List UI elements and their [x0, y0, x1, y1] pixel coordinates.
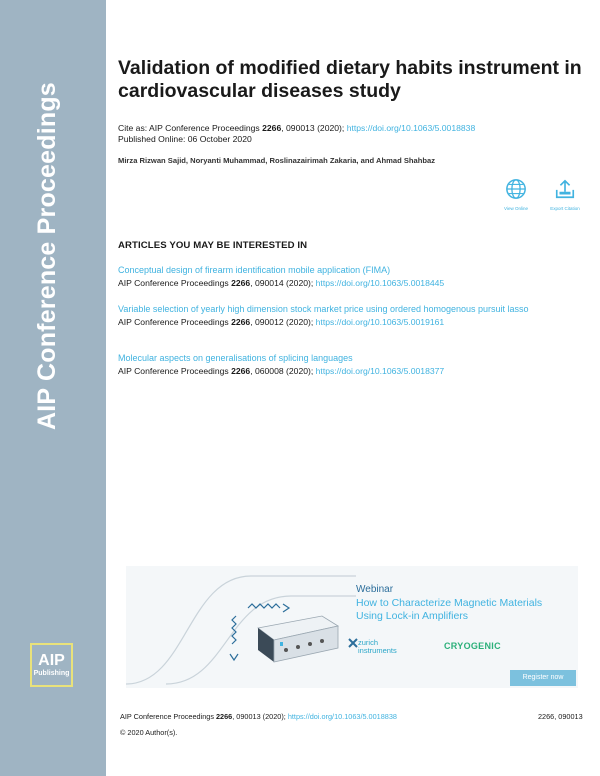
articles-heading: ARTICLES YOU MAY BE INTERESTED IN	[118, 240, 308, 251]
volume: 2266	[231, 366, 251, 376]
related-article	[118, 352, 578, 378]
footer-ref: , 090013 (2020);	[232, 712, 288, 721]
cite-doi-link[interactable]: https://doi.org/10.1063/5.0018838	[346, 123, 476, 133]
ad-illustration	[126, 566, 356, 688]
view-online-label: View Online	[504, 206, 528, 211]
related-article-title-link[interactable]: Conceptual design of firearm identification mobile application (FIMA)	[118, 265, 391, 275]
aip-publishing-logo[interactable]	[30, 643, 73, 687]
logo-text: AIP	[38, 651, 65, 669]
doi-link[interactable]: https://doi.org/10.1063/5.0019161	[315, 317, 445, 327]
ref: , 090012 (2020);	[250, 317, 316, 327]
zurich-logo-icon	[348, 638, 358, 648]
cite-prefix: Cite as: AIP Conference Proceedings	[118, 123, 263, 133]
ref: , 060008 (2020);	[250, 366, 316, 376]
doi-link[interactable]: https://doi.org/10.1063/5.0018445	[315, 278, 445, 288]
cite-suffix: , 090013 (2020);	[281, 123, 347, 133]
footer-doi-link[interactable]: https://doi.org/10.1063/5.0018838	[287, 712, 397, 721]
related-article-citation	[118, 277, 578, 290]
related-article-citation	[118, 316, 578, 329]
copyright: © 2020 Author(s).	[120, 728, 178, 737]
cryogenic-logo: CRYOGENIC	[444, 641, 501, 651]
published-date: Published Online: 06 October 2020	[118, 134, 252, 144]
webinar-label: Webinar	[356, 584, 394, 595]
footer-citation	[120, 712, 397, 722]
footer-page-id: 2266, 090013	[538, 712, 583, 721]
article-title: Validation of modified dietary habits instrument in cardiovascular diseases study	[118, 57, 582, 102]
journal: AIP Conference Proceedings	[118, 317, 232, 327]
export-icon	[554, 178, 576, 200]
ref: , 090014 (2020);	[250, 278, 316, 288]
volume: 2266	[231, 317, 251, 327]
journal: AIP Conference Proceedings	[118, 278, 232, 288]
authors: Mirza Rizwan Sajid, Noryanti Muhammad, Roslinazairimah Zakaria, and Ahmad Shahbaz	[118, 156, 436, 165]
related-article	[118, 303, 578, 329]
journal-name: AIP Conference Proceedings	[33, 82, 61, 430]
related-article-title-link[interactable]: Variable selection of yearly high dimension stock market price using ordered homogenous pursuit lasso	[118, 304, 529, 314]
footer-journal: AIP Conference Proceedings	[120, 712, 216, 721]
journal: AIP Conference Proceedings	[118, 366, 232, 376]
export-citation-label: Export Citation	[550, 206, 580, 211]
volume: 2266	[231, 278, 251, 288]
register-now-button[interactable]: Register now	[510, 670, 576, 686]
zurich-instruments-logo: zurich instruments	[358, 638, 397, 655]
webinar-title: How to Characterize Magnetic Materials Using Lock-in Amplifiers	[356, 597, 543, 622]
cite-volume: 2266	[262, 123, 282, 133]
citation	[118, 123, 475, 134]
logo-subtext: Publishing	[33, 669, 70, 677]
export-citation-button[interactable]	[545, 178, 585, 211]
webinar-ad-banner[interactable]	[126, 566, 578, 688]
related-article	[118, 264, 578, 290]
related-article-citation	[118, 365, 578, 378]
sidebar	[0, 0, 106, 776]
doi-link[interactable]: https://doi.org/10.1063/5.0018377	[315, 366, 445, 376]
globe-icon	[505, 178, 527, 200]
view-online-button[interactable]	[496, 178, 536, 211]
related-article-title-link[interactable]: Molecular aspects on generalisations of splicing languages	[118, 353, 353, 363]
footer-volume: 2266	[216, 712, 233, 721]
